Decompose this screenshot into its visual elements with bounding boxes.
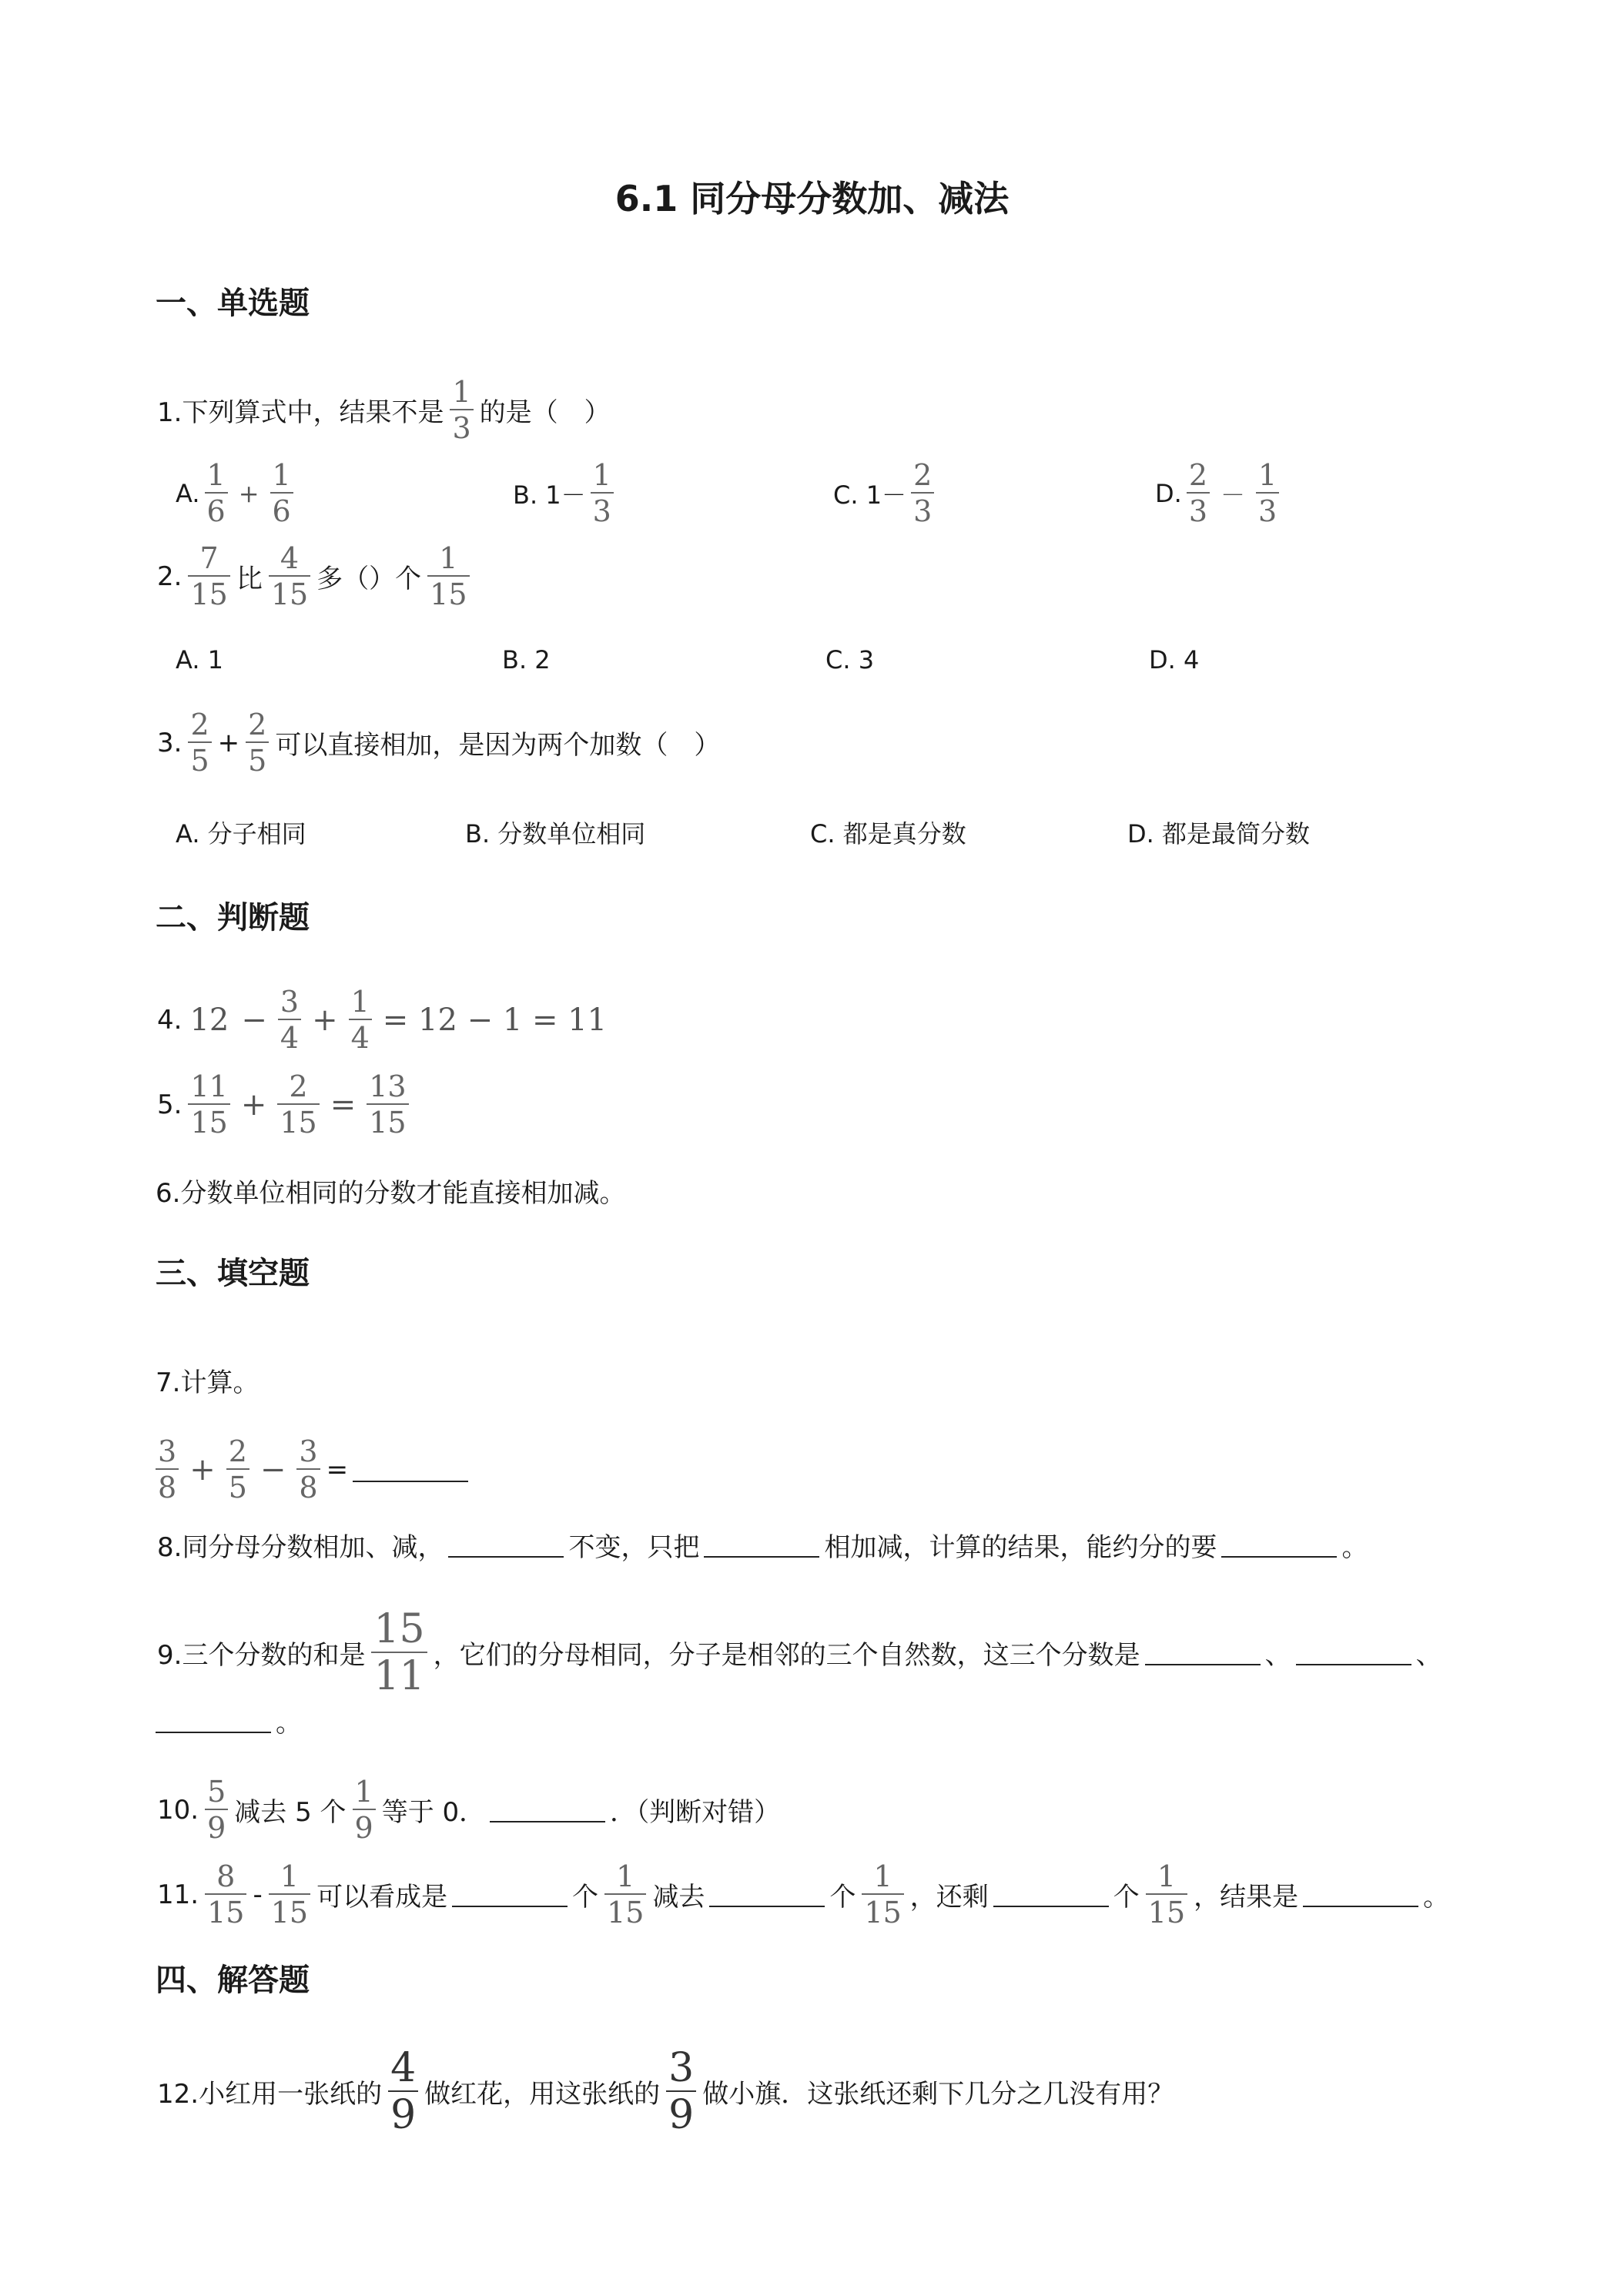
fraction: $\frac{2}{3}$ xyxy=(911,460,934,526)
fraction: $\frac{1}{15}$ xyxy=(862,1862,903,1927)
fraction: $\frac{1}{3}$ xyxy=(591,460,614,526)
option-1c[interactable]: C. 1－ $\frac{2}{3}$ xyxy=(833,460,939,526)
answer-blank[interactable] xyxy=(156,1709,271,1733)
question-10: 10. $\frac{5}{9}$ 减去 5 个 $\frac{1}{9}$ 等于 0． ．（判断对错） xyxy=(157,1775,781,1845)
question-5: 5. $\frac{11}{15}$ + $\frac{2}{15}$ = $\frac{13}{15}$ xyxy=(156,1072,414,1137)
fraction: $\frac{13}{15}$ xyxy=(367,1072,408,1137)
question-1-suffix: 的是（ ） xyxy=(479,397,611,428)
option-2d[interactable]: D. 4 xyxy=(1149,645,1200,674)
fraction: $\frac{5}{9}$ xyxy=(205,1777,228,1842)
question-8: 8.同分母分数相加、减， 不变，只把 相加减，计算的结果，能约分的要 。 xyxy=(157,1532,1368,1563)
fraction: $\frac{2}{5}$ xyxy=(188,710,211,775)
fraction: $\frac{1}{3}$ xyxy=(1256,460,1279,526)
section-heading-true-false: 二、判断题 xyxy=(156,900,310,935)
fraction: $\frac{2}{15}$ xyxy=(277,1072,319,1137)
fraction: $\frac{4}{9}$ xyxy=(388,2048,418,2135)
answer-blank[interactable] xyxy=(1303,1883,1418,1907)
fraction: $\frac{7}{15}$ xyxy=(188,544,229,609)
answer-blank[interactable] xyxy=(709,1883,825,1907)
option-3c[interactable]: C. 都是真分数 xyxy=(810,819,966,848)
fraction: $\frac{3}{9}$ xyxy=(666,2048,696,2135)
fraction: $\frac{1}{15}$ xyxy=(427,544,469,609)
option-2a[interactable]: A. 1 xyxy=(176,645,224,674)
answer-blank[interactable] xyxy=(353,1458,468,1482)
answer-blank[interactable] xyxy=(448,1533,564,1558)
fraction: $\frac{1}{9}$ xyxy=(353,1777,376,1842)
page-title: 6.1 同分母分数加、减法 xyxy=(614,178,1010,219)
option-3a[interactable]: A. 分子相同 xyxy=(176,819,306,848)
section-heading-single-choice: 一、单选题 xyxy=(156,286,310,321)
fraction: $\frac{1}{15}$ xyxy=(269,1862,310,1927)
option-1a[interactable]: A. $\frac{1}{6}$ + $\frac{1}{6}$ xyxy=(176,460,298,526)
fraction: $\frac{3}{8}$ xyxy=(156,1437,179,1502)
answer-blank[interactable] xyxy=(1296,1641,1411,1665)
question-9-continued: 。 xyxy=(156,1702,303,1739)
fraction: $\frac{2}{5}$ xyxy=(226,1437,249,1502)
answer-blank[interactable] xyxy=(993,1883,1109,1907)
fraction: $\frac{1}{15}$ xyxy=(604,1862,646,1927)
option-3b[interactable]: B. 分数单位相同 xyxy=(465,819,646,848)
answer-blank[interactable] xyxy=(704,1533,819,1558)
question-7: 7.计算。 xyxy=(156,1367,260,1398)
question-1-text: 1.下列算式中，结果不是 xyxy=(157,397,444,428)
fraction: $\frac{1}{6}$ xyxy=(205,460,228,526)
answer-blank[interactable] xyxy=(1221,1533,1337,1558)
question-4: 4. 12 − $\frac{3}{4}$ + $\frac{1}{4}$ = 12 − 1 = 11 xyxy=(157,985,608,1055)
option-1b[interactable]: B. 1－ $\frac{1}{3}$ xyxy=(513,460,618,526)
answer-blank[interactable] xyxy=(1145,1641,1261,1665)
fraction: $\frac{1}{3}$ xyxy=(450,377,473,443)
answer-blank[interactable] xyxy=(452,1883,568,1907)
fraction: $\frac{2}{3}$ xyxy=(1187,460,1210,526)
question-11: 11. $\frac{8}{15}$ - $\frac{1}{15}$ 可以看成是 个 $\frac{1}{15}$ 减去 个 $\frac{1}{15}$ ，还剩 个 $\frac{1}{15}$ ，结果是 。 xyxy=(157,1859,1450,1930)
section-heading-fill-in: 三、填空题 xyxy=(156,1256,310,1291)
question-2: 2. $\frac{7}{15}$ 比 $\frac{4}{15}$ 多（）个 $\frac{1}{15}$ xyxy=(156,544,474,609)
fraction: $\frac{15}{11}$ xyxy=(371,1609,427,1696)
question-9: 9.三个分数的和是 $\frac{15}{11}$ ，它们的分母相同，分子是相邻的三个自然数，这三个分数是 、 、 xyxy=(157,1606,1442,1699)
question-7-expression: $\frac{3}{8}$ + $\frac{2}{5}$ − $\frac{3}{8}$ = xyxy=(156,1437,471,1502)
fraction: $\frac{3}{4}$ xyxy=(278,987,301,1053)
option-2b[interactable]: B. 2 xyxy=(502,645,551,674)
fraction: $\frac{11}{15}$ xyxy=(188,1072,229,1137)
question-6: 6.分数单位相同的分数才能直接相加减。 xyxy=(156,1178,626,1209)
fraction: $\frac{1}{6}$ xyxy=(270,460,293,526)
fraction: $\frac{8}{15}$ xyxy=(205,1862,246,1927)
fraction: $\frac{4}{15}$ xyxy=(269,544,310,609)
fraction: $\frac{1}{4}$ xyxy=(349,987,372,1053)
question-3: 3. $\frac{2}{5}$ + $\frac{2}{5}$ 可以直接相加，是因为两个加数（ ） xyxy=(157,708,721,778)
fraction: $\frac{1}{15}$ xyxy=(1146,1862,1187,1927)
question-12: 12.小红用一张纸的 $\frac{4}{9}$ 做红花，用这张纸的 $\frac{3}{9}$ 做小旗．这张纸还剩下几分之几没有用？ xyxy=(157,2045,1174,2138)
section-heading-answer: 四、解答题 xyxy=(156,1963,310,1998)
fraction: $\frac{3}{8}$ xyxy=(296,1437,320,1502)
option-1d[interactable]: D. $\frac{2}{3}$ － $\frac{1}{3}$ xyxy=(1155,460,1284,526)
fraction: $\frac{2}{5}$ xyxy=(246,710,269,775)
answer-blank[interactable] xyxy=(490,1798,605,1822)
option-2c[interactable]: C. 3 xyxy=(825,645,875,674)
option-3d[interactable]: D. 都是最简分数 xyxy=(1127,819,1310,848)
question-1 xyxy=(156,377,612,443)
